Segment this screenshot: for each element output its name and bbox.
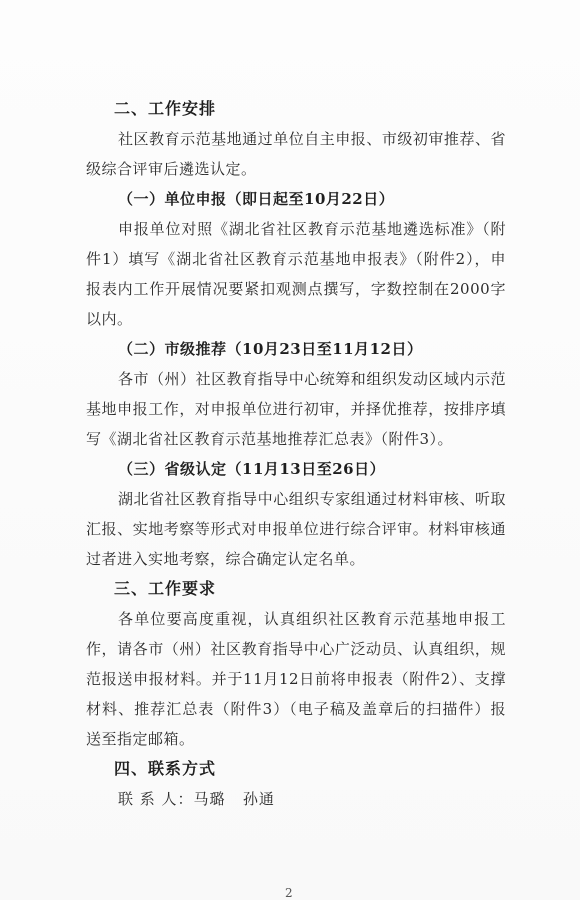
contact-label: 联 系 人： [118, 790, 194, 808]
paragraph-city-recommendation: 各市（州）社区教育指导中心统筹和组织发动区域内示范基地申报工作，对申报单位进行初审，并择优推荐，按排序填写《湖北省社区教育示范基地推荐汇总表》（附件3）。 [86, 370, 506, 448]
section-heading-contact: 四、联系方式 [114, 759, 217, 778]
subheading-provincial-certification: （三）省级认定（11月13日至26日） [118, 460, 386, 478]
contact-names: 马璐 孙通 [193, 790, 275, 808]
subheading-unit-application: （一）单位申报（即日起至10月22日） [118, 190, 395, 208]
section-heading-work-arrangement: 二、工作安排 [114, 99, 217, 118]
paragraph-work-arrangement-intro: 社区教育示范基地通过单位自主申报、市级初审推荐、省级综合评审后遴选认定。 [86, 130, 506, 178]
page-number: 2 [285, 886, 293, 900]
paragraph-provincial-certification: 湖北省社区教育指导中心组织专家组通过材料审核、听取汇报、实地考察等形式对申报单位进行综合评审。材料审核通过者进入实地考察，综合确定认定名单。 [86, 490, 506, 568]
paragraph-work-requirements: 各单位要高度重视，认真组织社区教育示范基地申报工作，请各市（州）社区教育指导中心广泛动员、认真组织，规范报送申报材料。并于11月12日前将申报表（附件2）、支撑材料、推荐汇总表（附件3）（电子稿及盖章后的扫描件）报送至指定邮箱。 [86, 610, 506, 748]
subheading-city-recommendation: （二）市级推荐（10月23日至11月12日） [118, 340, 423, 358]
paragraph-unit-application: 申报单位对照《湖北省社区教育示范基地遴选标准》（附件1）填写《湖北省社区教育示范基地申报表》（附件2），申报表内工作开展情况要紧扣观测点撰写，字数控制在2000字以内。 [86, 220, 506, 328]
section-heading-work-requirements: 三、工作要求 [114, 579, 217, 598]
document-body [86, 94, 506, 814]
contact-line [86, 784, 506, 814]
